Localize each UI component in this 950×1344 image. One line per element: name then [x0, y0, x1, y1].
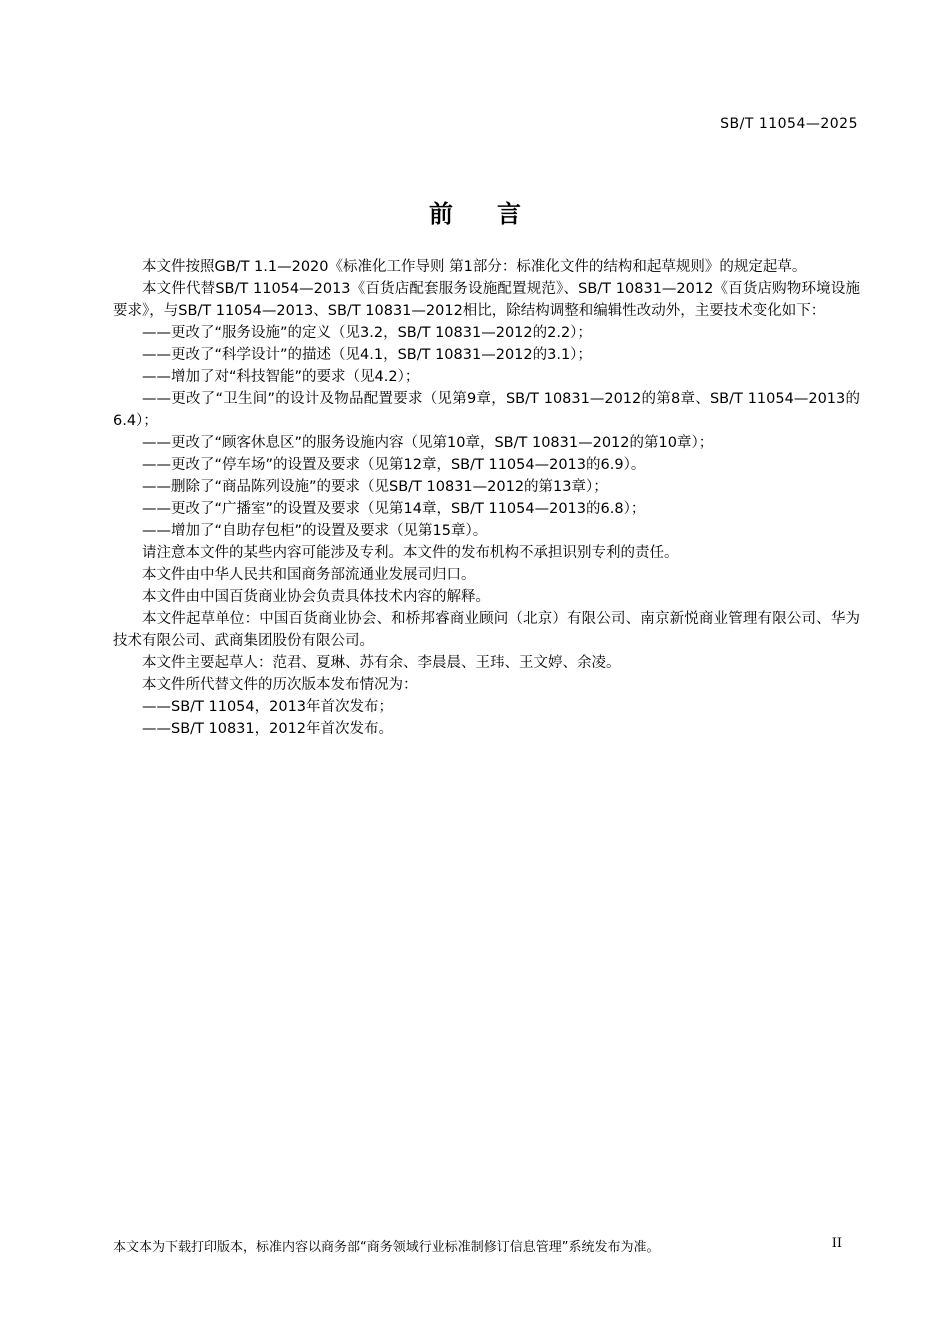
history-item: ——SB/T 10831，2012年首次发布。	[142, 721, 394, 737]
change-item: ——删除了“商品陈列设施”的要求（见SB/T 10831—2012的第13章）；	[142, 479, 608, 495]
paragraph-history-intro: 本文件所代替文件的历次版本发布情况为：	[142, 677, 418, 693]
change-item: ——更改了“服务设施”的定义（见3.2，SB/T 10831—2012的2.2）；	[142, 325, 592, 341]
paragraph-replacement: 本文件代替SB/T 11054—2013《百货店配套服务设施配置规范》、SB/T 10831—2012《百货店购物环境设施要求》，与SB/T 11054—2013、SB/T 10831—2012相比，除结构调整和编辑性改动外，主要技术变化如下：	[113, 281, 860, 319]
paragraph-drafting-basis: 本文件按照GB/T 1.1—2020《标准化工作导则 第1部分：标准化文件的结构和起草规则》的规定起草。	[142, 259, 807, 275]
change-item: ——更改了“停车场”的设置及要求（见第12章，SB/T 11054—2013的6.9）。	[142, 457, 646, 473]
foreword-body	[113, 256, 860, 740]
footer-note: 本文本为下载打印版本，标准内容以商务部“商务领域行业标准制修订信息管理”系统发布为准。	[113, 1240, 660, 1255]
page-number: II	[831, 1236, 842, 1251]
change-item: ——增加了对“科技智能”的要求（见4.2）；	[142, 369, 420, 385]
change-item: ——增加了“自助存包柜”的设置及要求（见第15章）。	[142, 523, 488, 539]
change-item: ——更改了“卫生间”的设计及物品配置要求（见第9章，SB/T 10831—2012的第8章、SB/T 11054—2013的6.4）；	[113, 391, 860, 429]
history-item: ——SB/T 11054，2013年首次发布；	[142, 699, 394, 715]
paragraph-drafters: 本文件主要起草人：范君、夏琳、苏有余、李晨晨、王玮、王文婷、余凌。	[142, 655, 621, 671]
paragraph-patent: 请注意本文件的某些内容可能涉及专利。本文件的发布机构不承担识别专利的责任。	[142, 545, 679, 561]
paragraph-drafting-units: 本文件起草单位：中国百货商业协会、和桥邦睿商业顾问（北京）有限公司、南京新悦商业管理有限公司、华为技术有限公司、武商集团股份有限公司。	[113, 611, 860, 649]
paragraph-proposer: 本文件由中华人民共和国商务部流通业发展司归口。	[142, 567, 476, 583]
document-code: SB/T 11054—2025	[720, 116, 858, 132]
change-item: ——更改了“广播室”的设置及要求（见第14章，SB/T 11054—2013的6.8）；	[142, 501, 646, 517]
paragraph-interpreter: 本文件由中国百货商业协会负责具体技术内容的解释。	[142, 589, 490, 605]
change-item: ——更改了“顾客休息区”的服务设施内容（见第10章，SB/T 10831—2012的第10章）；	[142, 435, 714, 451]
change-item: ——更改了“科学设计”的描述（见4.1，SB/T 10831—2012的3.1）；	[142, 347, 592, 363]
page-title: 前言	[429, 200, 565, 228]
